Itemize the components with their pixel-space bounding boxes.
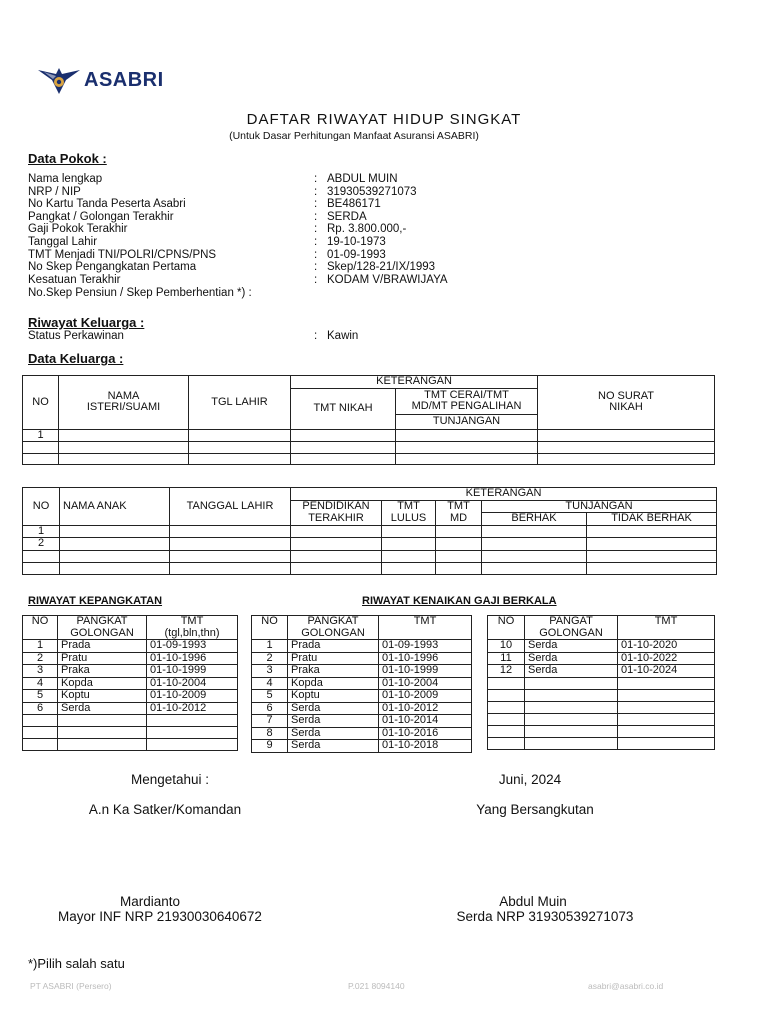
pokok-label: No Skep Pengangkatan Pertama [28, 261, 197, 274]
kepangkatan-header-pangkat: PANGKAT GOLONGAN [58, 616, 147, 640]
kepangkatan-row [23, 727, 238, 739]
pokok-label: TMT Menjadi TNI/POLRI/CPNS/PNS [28, 248, 217, 261]
gaji2-row [488, 701, 715, 713]
gaji1-row [252, 690, 472, 703]
kepangkatan-cell-tmt [147, 715, 238, 727]
pokok-label: Tanggal Lahir [28, 236, 98, 248]
istri-cell-no: 1 [23, 429, 59, 442]
gaji1-cell-no: 6 [252, 702, 288, 715]
gaji2-cell-no [488, 689, 525, 701]
istri-cell-empty [59, 429, 189, 442]
pokok-colon: : [314, 273, 318, 286]
gaji1-row [252, 715, 472, 728]
istri-row [23, 429, 715, 442]
data-keluarga-heading: Data Keluarga : [28, 351, 124, 366]
gaji-table-2 [487, 615, 715, 750]
gaji1-cell-tmt: 01-09-1993 [379, 640, 472, 653]
kepangkatan-cell-tmt: 01-10-1999 [147, 665, 238, 678]
gaji1-cell-no: 3 [252, 665, 288, 678]
anak-row [23, 538, 717, 551]
gaji2-header-tmt: TMT [618, 616, 715, 640]
anak-header-tanggal-lahir: TANGGAL LAHIR [170, 488, 291, 526]
gaji2-row [488, 652, 715, 665]
anak-cell-empty [170, 562, 291, 574]
gaji1-cell-tmt: 01-10-2018 [379, 740, 472, 753]
pokok-colon: : [314, 210, 318, 223]
kepangkatan-cell-no: 3 [23, 665, 58, 678]
istri-header-tgl-lahir: TGL LAHIR [189, 376, 291, 430]
anak-cell-empty [436, 550, 482, 562]
gaji2-cell-no [488, 713, 525, 725]
anak-cell-empty [436, 562, 482, 574]
kepangkatan-header-tmt: TMT (tgl,bln,thn) [147, 616, 238, 640]
anak-cell-empty [382, 525, 436, 538]
gaji1-cell-tmt: 01-10-2004 [379, 677, 472, 690]
kepangkatan-row [23, 715, 238, 727]
gaji2-cell-no: 10 [488, 640, 525, 653]
riwayat-keluarga-heading: Riwayat Keluarga : [28, 315, 145, 330]
data-pokok-heading: Data Pokok : [28, 151, 107, 166]
gaji2-cell-pangkat [525, 713, 618, 725]
anak-cell-empty [291, 538, 382, 551]
anak-header-nama: NAMA ANAK [60, 488, 170, 526]
footnote: *)Pilih salah satu [28, 956, 125, 971]
gaji1-cell-pangkat: Pratu [288, 652, 379, 665]
pokok-label: Pangkat / Golongan Terakhir [28, 210, 174, 223]
anak-cell-empty [587, 550, 717, 562]
pokok-colon: : [314, 185, 318, 198]
pokok-label: NRP / NIP [28, 185, 81, 198]
anak-header-tmt-md: TMT MD [436, 500, 482, 525]
gaji1-header-pangkat: PANGKAT GOLONGAN [288, 616, 379, 640]
gaji2-row [488, 640, 715, 653]
gaji2-cell-tmt [618, 677, 715, 689]
pokok-colon: : [314, 236, 318, 248]
istri-table [22, 375, 715, 465]
gaji1-cell-pangkat: Serda [288, 727, 379, 740]
anak-cell-empty [170, 550, 291, 562]
gaji2-row [488, 689, 715, 701]
footer-phone: P.021 8094140 [348, 981, 405, 991]
gaji1-cell-pangkat: Serda [288, 702, 379, 715]
gaji1-cell-tmt: 01-10-1999 [379, 665, 472, 678]
istri-cell-empty [189, 453, 291, 465]
gaji1-row [252, 677, 472, 690]
gaji1-cell-tmt: 01-10-1996 [379, 652, 472, 665]
right-signer-name: Abdul Muin [499, 894, 567, 909]
kepangkatan-table [22, 615, 238, 751]
kepangkatan-cell-tmt: 01-10-1996 [147, 652, 238, 665]
anak-header-tidak-berhak: TIDAK BERHAK [587, 513, 717, 526]
kepangkatan-cell-pangkat: Praka [58, 665, 147, 678]
kepangkatan-row [23, 739, 238, 751]
pokok-colon: : [314, 198, 318, 211]
gaji1-row [252, 740, 472, 753]
pokok-value: SERDA [327, 210, 367, 223]
kepangkatan-cell-pangkat: Serda [58, 702, 147, 715]
gaji1-row [252, 727, 472, 740]
anak-row [23, 525, 717, 538]
pokok-label: Kesatuan Terakhir [28, 273, 121, 286]
kepangkatan-cell-tmt: 01-09-1993 [147, 640, 238, 653]
kepangkatan-cell-tmt: 01-10-2004 [147, 677, 238, 690]
footer-email: asabri@asabri.co.id [588, 981, 664, 991]
gaji2-cell-no: 11 [488, 652, 525, 665]
kepangkatan-row [23, 690, 238, 703]
kepangkatan-cell-tmt: 01-10-2009 [147, 690, 238, 703]
gaji1-cell-tmt: 01-10-2009 [379, 690, 472, 703]
gaji2-cell-tmt [618, 701, 715, 713]
pokok-colon: : [314, 261, 318, 274]
kepangkatan-cell-tmt [147, 739, 238, 751]
anak-cell-empty [291, 562, 382, 574]
istri-cell-empty [396, 442, 538, 454]
anak-cell-empty [482, 550, 587, 562]
pokok-label: Nama lengkap [28, 173, 103, 185]
anak-cell-empty [291, 550, 382, 562]
kepangkatan-cell-no: 1 [23, 640, 58, 653]
kepangkatan-cell-pangkat: Pratu [58, 652, 147, 665]
gaji-table-1 [251, 615, 472, 753]
pokok-label: No Kartu Tanda Peserta Asabri [28, 198, 186, 211]
gaji1-cell-no: 8 [252, 727, 288, 740]
komandan-label: A.n Ka Satker/Komandan [88, 802, 242, 817]
istri-header-tmt-cerai: TMT CERAI/TMT MD/MT PENGALIHAN [396, 388, 538, 414]
anak-cell-empty [291, 525, 382, 538]
gaji2-cell-pangkat: Serda [525, 640, 618, 653]
kepangkatan-cell-tmt: 01-10-2012 [147, 702, 238, 715]
gaji2-cell-pangkat [525, 701, 618, 713]
logo-text: ASABRI [84, 68, 164, 91]
gaji2-cell-tmt: 01-10-2020 [618, 640, 715, 653]
gaji1-row [252, 652, 472, 665]
gaji2-cell-pangkat [525, 677, 618, 689]
kepangkatan-cell-pangkat: Kopda [58, 677, 147, 690]
anak-cell-empty [587, 538, 717, 551]
gaji2-row [488, 737, 715, 749]
gaji1-row [252, 665, 472, 678]
istri-header-nama: NAMA ISTERI/SUAMI [59, 376, 189, 430]
anak-cell-empty [60, 525, 170, 538]
riwayat-gaji-heading: RIWAYAT KENAIKAN GAJI BERKALA [362, 595, 557, 607]
anak-row [23, 550, 717, 562]
istri-cell-empty [291, 442, 396, 454]
gaji1-cell-pangkat: Praka [288, 665, 379, 678]
kepangkatan-cell-pangkat: Koptu [58, 690, 147, 703]
anak-cell-empty [60, 538, 170, 551]
date-label: Juni, 2024 [498, 772, 562, 787]
gaji2-row [488, 665, 715, 678]
anak-cell-no [23, 550, 60, 562]
istri-header-keterangan: KETERANGAN [291, 376, 538, 389]
kepangkatan-row [23, 640, 238, 653]
gaji2-cell-pangkat: Serda [525, 652, 618, 665]
istri-cell-empty [538, 442, 715, 454]
pokok-value: KODAM V/BRAWIJAYA [327, 273, 448, 286]
gaji2-cell-no [488, 725, 525, 737]
gaji2-cell-pangkat: Serda [525, 665, 618, 678]
istri-header-no: NO [23, 376, 59, 430]
asabri-logo [36, 64, 164, 96]
status-perkawinan-label: Status Perkawinan [28, 330, 124, 342]
gaji2-cell-tmt [618, 737, 715, 749]
istri-cell-empty [59, 442, 189, 454]
pokok-value: BE486171 [327, 198, 381, 211]
anak-header-berhak: BERHAK [482, 513, 587, 526]
gaji2-cell-tmt: 01-10-2022 [618, 652, 715, 665]
kepangkatan-header-no: NO [23, 616, 58, 640]
gaji1-header-no: NO [252, 616, 288, 640]
status-colon: : [314, 330, 318, 342]
gaji1-cell-pangkat: Prada [288, 640, 379, 653]
gaji2-cell-tmt [618, 725, 715, 737]
anak-cell-empty [482, 562, 587, 574]
anak-header-no: NO [23, 488, 60, 526]
gaji2-cell-pangkat [525, 725, 618, 737]
anak-header-pendidikan: PENDIDIKAN TERAKHIR [291, 500, 382, 525]
anak-cell-empty [170, 525, 291, 538]
mengetahui-label: Mengetahui : [130, 772, 210, 787]
pokok-value: 31930539271073 [327, 185, 417, 198]
kepangkatan-row [23, 652, 238, 665]
kepangkatan-cell-no [23, 739, 58, 751]
gaji2-header-no: NO [488, 616, 525, 640]
istri-cell-empty [291, 453, 396, 465]
gaji2-row [488, 677, 715, 689]
gaji1-cell-tmt: 01-10-2014 [379, 715, 472, 728]
istri-row [23, 442, 715, 454]
anak-header-tunjangan: TUNJANGAN [482, 500, 717, 513]
gaji1-cell-no: 1 [252, 640, 288, 653]
anak-header-keterangan: KETERANGAN [291, 488, 717, 501]
gaji2-cell-pangkat [525, 689, 618, 701]
gaji2-row [488, 713, 715, 725]
istri-header-tmt-nikah: TMT NIKAH [291, 388, 396, 429]
kepangkatan-row [23, 677, 238, 690]
gaji2-cell-no [488, 737, 525, 749]
gaji1-cell-tmt: 01-10-2012 [379, 702, 472, 715]
kepangkatan-row [23, 702, 238, 715]
anak-cell-empty [170, 538, 291, 551]
document-title: DAFTAR RIWAYAT HIDUP SINGKAT [246, 111, 522, 128]
document-subtitle: (Untuk Dasar Perhitungan Manfaat Asuransi ASABRI) [229, 130, 479, 142]
gaji2-row [488, 725, 715, 737]
left-signer-name: Mardianto [119, 894, 181, 909]
gaji1-row [252, 640, 472, 653]
anak-table [22, 487, 717, 575]
istri-cell-empty [189, 442, 291, 454]
anak-cell-no: 2 [23, 538, 60, 551]
gaji1-cell-no: 7 [252, 715, 288, 728]
anak-cell-empty [382, 562, 436, 574]
gaji2-cell-tmt [618, 689, 715, 701]
anak-cell-empty [382, 550, 436, 562]
pokok-colon: : [314, 248, 318, 261]
asabri-emblem-icon [36, 64, 82, 96]
istri-row [23, 453, 715, 465]
pokok-label: Gaji Pokok Terakhir [28, 223, 128, 236]
kepangkatan-cell-no: 2 [23, 652, 58, 665]
kepangkatan-cell-no [23, 715, 58, 727]
gaji2-cell-tmt [618, 713, 715, 725]
gaji2-cell-pangkat [525, 737, 618, 749]
kepangkatan-cell-no: 6 [23, 702, 58, 715]
istri-cell-empty [396, 429, 538, 442]
istri-cell-empty [396, 453, 538, 465]
kepangkatan-cell-tmt [147, 727, 238, 739]
istri-cell-empty [538, 453, 715, 465]
istri-header-no-surat: NO SURAT NIKAH [538, 376, 715, 430]
kepangkatan-row [23, 665, 238, 678]
istri-cell-empty [291, 429, 396, 442]
istri-cell-empty [189, 429, 291, 442]
pokok-value: Skep/128-21/IX/1993 [327, 261, 436, 274]
anak-cell-empty [60, 562, 170, 574]
pokok-value: ABDUL MUIN [327, 173, 398, 185]
anak-cell-empty [482, 538, 587, 551]
istri-cell-no [23, 453, 59, 465]
riwayat-kepangkatan-heading: RIWAYAT KEPANGKATAN [28, 595, 163, 607]
istri-cell-empty [59, 453, 189, 465]
right-signer-rank: Serda NRP 31930539271073 [456, 909, 634, 924]
gaji1-cell-pangkat: Serda [288, 740, 379, 753]
anak-cell-empty [436, 538, 482, 551]
gaji2-cell-tmt: 01-10-2024 [618, 665, 715, 678]
istri-cell-empty [538, 429, 715, 442]
anak-cell-empty [587, 525, 717, 538]
pokok-value: 01-09-1993 [327, 248, 386, 261]
kepangkatan-cell-no: 5 [23, 690, 58, 703]
gaji2-cell-no [488, 701, 525, 713]
anak-cell-empty [382, 538, 436, 551]
kepangkatan-cell-pangkat: Prada [58, 640, 147, 653]
gaji2-cell-no [488, 677, 525, 689]
anak-header-tmt-lulus: TMT LULUS [382, 500, 436, 525]
istri-cell-no [23, 442, 59, 454]
gaji1-header-tmt: TMT [379, 616, 472, 640]
pokok-value: Rp. 3.800.000,- [327, 223, 407, 236]
yang-bersangkutan-label: Yang Bersangkutan [476, 802, 594, 817]
status-perkawinan-value: Kawin [327, 330, 359, 342]
gaji1-cell-no: 9 [252, 740, 288, 753]
pokok-colon: : [314, 173, 318, 185]
gaji1-cell-pangkat: Serda [288, 715, 379, 728]
gaji1-cell-pangkat: Kopda [288, 677, 379, 690]
istri-header-tunjangan: TUNJANGAN [396, 414, 538, 429]
pensiun-label: No.Skep Pensiun / Skep Pemberhentian *) : [28, 287, 252, 299]
pokok-value: 19-10-1973 [327, 236, 386, 248]
gaji2-header-pangkat: PANGAT GOLONGAN [525, 616, 618, 640]
kepangkatan-cell-pangkat [58, 727, 147, 739]
anak-cell-empty [60, 550, 170, 562]
gaji1-cell-no: 5 [252, 690, 288, 703]
anak-cell-no [23, 562, 60, 574]
footer-company: PT ASABRI (Persero) [30, 981, 112, 991]
gaji1-cell-pangkat: Koptu [288, 690, 379, 703]
anak-cell-empty [587, 562, 717, 574]
kepangkatan-cell-no [23, 727, 58, 739]
gaji2-cell-no: 12 [488, 665, 525, 678]
gaji1-cell-no: 2 [252, 652, 288, 665]
pokok-colon: : [314, 223, 318, 236]
anak-row [23, 562, 717, 574]
gaji1-cell-no: 4 [252, 677, 288, 690]
gaji1-row [252, 702, 472, 715]
anak-cell-no: 1 [23, 525, 60, 538]
anak-cell-empty [482, 525, 587, 538]
gaji1-cell-tmt: 01-10-2016 [379, 727, 472, 740]
kepangkatan-cell-no: 4 [23, 677, 58, 690]
left-signer-rank: Mayor INF NRP 21930030640672 [58, 909, 262, 924]
kepangkatan-cell-pangkat [58, 715, 147, 727]
anak-cell-empty [436, 525, 482, 538]
kepangkatan-cell-pangkat [58, 739, 147, 751]
